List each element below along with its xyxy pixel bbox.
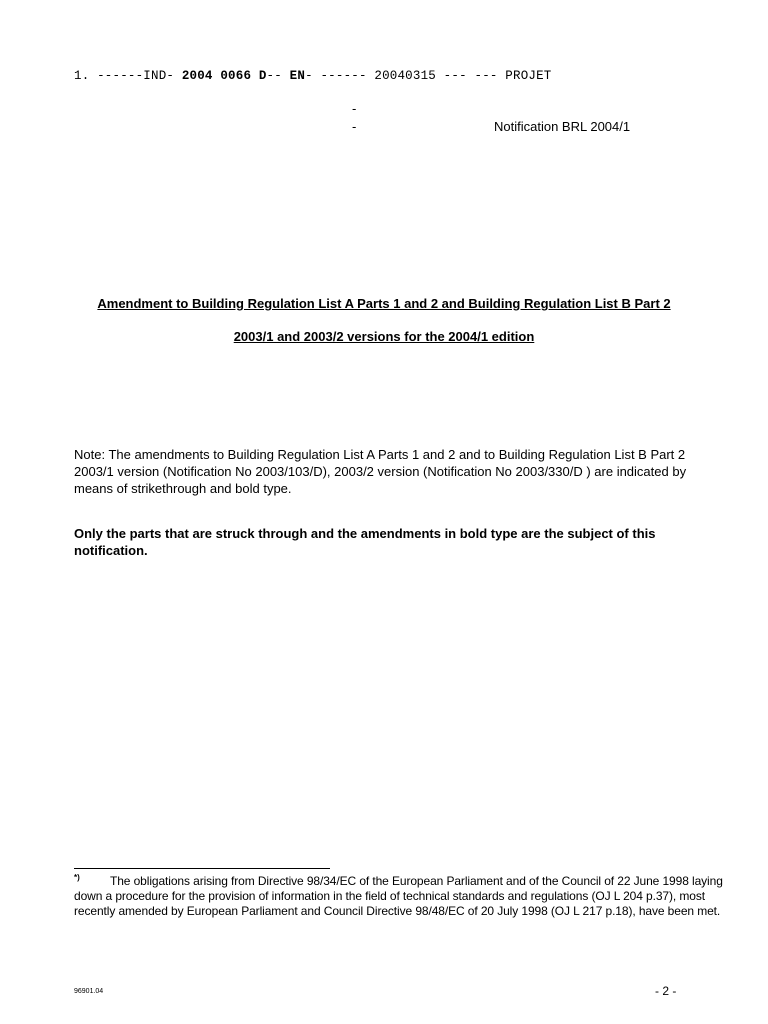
footnote-body: The obligations arising from Directive 98/34/EC of the European Parliament and of the Council of 22 June 1998 laying down a procedure for the provision of information in the field of technical standards and regulations (OJ L 204 p.37), most recently amended by European Parliament and Council Directive 98/48/EC of 20 July 1998 (OJ L 217 p.18), have been met. [74, 874, 723, 918]
ref-separator: -- [266, 69, 290, 83]
footnote-text [74, 874, 724, 919]
document-subtitle: 2003/1 and 2003/2 versions for the 2004/1 edition [233, 329, 535, 344]
ref-language: EN [289, 69, 306, 83]
notification-label: Notification BRL 2004/1 [494, 119, 631, 134]
note-paragraph: Note: The amendments to Building Regulation List A Parts 1 and 2 and to Building Regulation List B Part 2 2003/1 version (Notification No 2003/103/D), 2003/2 version (Notification No 2003/330/D ) are indicated by means of strikethrough and bold type. [74, 447, 687, 496]
dash-marker-1: - [352, 101, 357, 116]
dash-marker-2: - [352, 119, 357, 134]
footnote-marker: *) [74, 873, 80, 882]
ref-prefix: 1. ------IND- [74, 69, 182, 83]
document-title: Amendment to Building Regulation List A Parts 1 and 2 and Building Regulation List B Part 2 [97, 296, 671, 311]
subject-paragraph: Only the parts that are struck through and the amendments in bold type are the subject of this notification. [74, 526, 656, 558]
document-number: 96901.04 [74, 988, 104, 995]
ref-suffix: - ------ 20040315 --- --- PROJET [305, 69, 552, 83]
page-number: - 2 - [655, 984, 677, 998]
ref-number: 2004 0066 D [181, 69, 267, 83]
document-reference [74, 69, 552, 83]
footnote-separator [74, 868, 330, 869]
